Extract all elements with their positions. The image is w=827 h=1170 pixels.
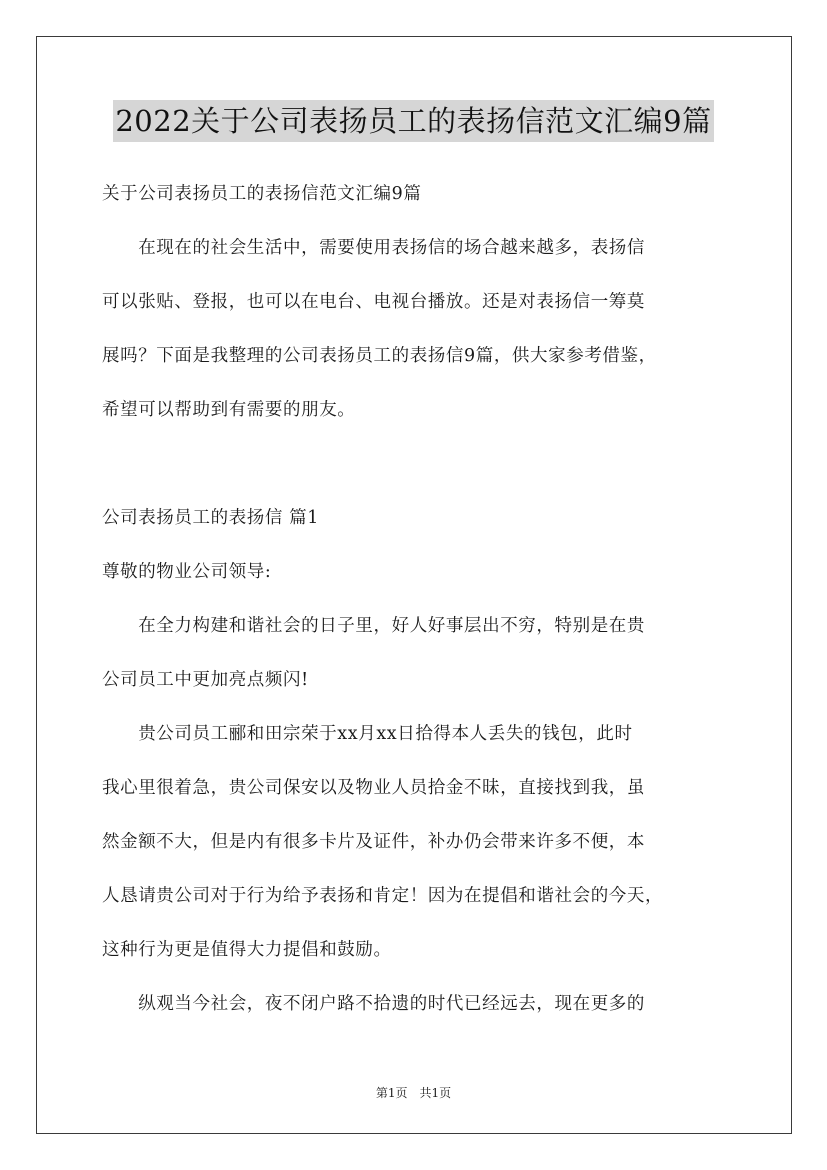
paragraph-line: 然金额不大，但是内有很多卡片及证件，补办仍会带来许多不便，本	[102, 832, 645, 852]
paragraph-line: 贵公司员工郦和田宗荣于xx月xx日拾得本人丢失的钱包，此时	[102, 724, 633, 744]
section-heading: 公司表扬员工的表扬信 篇1	[102, 508, 319, 528]
salutation: 尊敬的物业公司领导:	[102, 562, 272, 582]
paragraph-line: 纵观当今社会，夜不闭户路不拾遗的时代已经远去，现在更多的	[102, 994, 645, 1014]
page-number: 第1页 共1页	[375, 1086, 452, 1100]
paragraph-line: 希望可以帮助到有需要的朋友。	[102, 400, 356, 420]
paragraph-line: 展吗？下面是我整理的公司表扬员工的表扬信9篇，供大家参考借鉴，	[102, 346, 657, 366]
document-subtitle: 关于公司表扬员工的表扬信范文汇编9篇	[102, 184, 422, 204]
paragraph-line: 可以张贴、登报，也可以在电台、电视台播放。还是对表扬信一筹莫	[102, 292, 645, 312]
paragraph-line: 在全力构建和谐社会的日子里，好人好事层出不穷，特别是在贵	[102, 616, 645, 636]
paragraph-line: 在现在的社会生活中，需要使用表扬信的场合越来越多，表扬信	[102, 238, 645, 258]
paragraph-line: 公司员工中更加亮点频闪!	[102, 670, 309, 690]
paragraph-line: 这种行为更是值得大力提倡和鼓励。	[102, 940, 392, 960]
title-container	[0, 100, 827, 142]
paragraph-line: 人恳请贵公司对于行为给予表扬和肯定！因为在提倡和谐社会的今天，	[102, 886, 664, 906]
document-title: 2022关于公司表扬员工的表扬信范文汇编9篇	[113, 100, 713, 142]
paragraph-line: 我心里很着急，贵公司保安以及物业人员拾金不昧，直接找到我，虽	[102, 778, 645, 798]
